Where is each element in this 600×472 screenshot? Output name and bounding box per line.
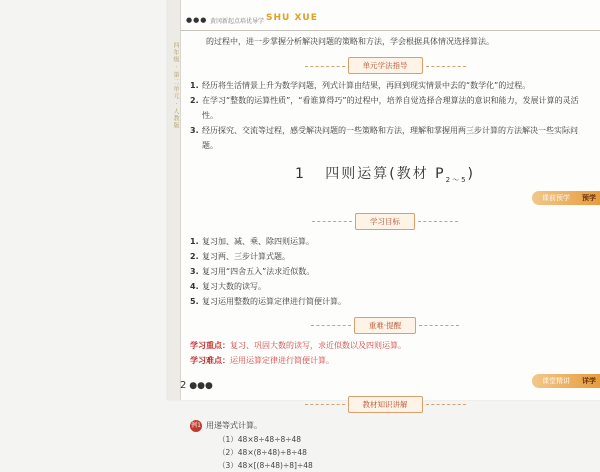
section-title: 1 四则运算(教材 $P_{2\sim 5}$) — [294, 166, 476, 184]
calc-line: （1）48×8÷48÷8÷48 — [218, 434, 302, 444]
tag-bar-prestudy — [190, 191, 596, 205]
list-item: 3. 经历探究、交流等过程，感受解决问题的一些策略和方法，理解和掌握用两三步计算的方法解决一些实际问题。 — [190, 126, 578, 150]
footer-dots: ●●● — [189, 381, 213, 391]
header-dots: ●●● — [186, 16, 208, 24]
unit-guide-list — [190, 78, 580, 153]
page-content — [190, 34, 596, 472]
calc-line: （2）48×(8÷48)÷8÷48 — [218, 447, 307, 457]
header-title: 黄冈新起点培优导学 — [210, 18, 265, 25]
page-footer — [180, 380, 213, 391]
goals-list — [190, 234, 580, 309]
example-badge: 例1 — [190, 420, 202, 432]
lecture-tag: 课堂精讲 详学 — [532, 374, 600, 388]
key-point: 学习重点：复习、巩固大数的读写，求近似数以及四则运算。 — [190, 340, 406, 350]
example-prompt: 例1 用递等式计算。 — [191, 420, 262, 430]
prestudy-tag: 课前预学 预学 — [532, 191, 600, 205]
banner-unit-guide — [190, 53, 580, 74]
banner-label: 教材知识讲解 — [348, 396, 423, 413]
banner-label: 重难·提醒 — [354, 317, 416, 334]
textbook-page — [168, 0, 600, 470]
intro-paragraph: 的过程中，进一步掌握分析解决问题的策略和方法，学会根据具体情况选择算法。 — [206, 37, 494, 46]
difficult-point: 学习难点：运用运算定律进行简便计算。 — [190, 355, 334, 365]
banner-goals — [190, 209, 580, 230]
page-number: 2 — [180, 380, 187, 391]
page-spine — [168, 0, 181, 400]
banner-label: 单元学法指导 — [348, 57, 423, 74]
list-item: 1. 经历将生活情景上升为数学问题，列式计算由结果，再回到现实情景中去的“数学化”的过程。 — [190, 81, 531, 90]
banner-knowledge — [190, 392, 580, 413]
list-item: 3. 复习用“四舍五入”法求近似数。 — [190, 266, 315, 276]
tag-bar-lecture — [190, 374, 596, 388]
banner-key-points — [190, 313, 580, 334]
banner-label: 学习目标 — [355, 213, 415, 230]
spine-label: 四年级 · 第二单元 · 人教版 — [172, 42, 179, 130]
list-item: 1. 复习加、减、乘、除四则运算。 — [190, 236, 314, 246]
page-header — [180, 10, 600, 31]
list-item: 5. 复习运用整数的运算定律进行简便计算。 — [190, 296, 346, 306]
list-item: 2. 复习两、三步计算式题。 — [190, 251, 290, 261]
calc-line: （3）48×[(8÷48)÷8]÷48 — [218, 460, 313, 470]
header-brand: SHU XUE — [266, 13, 318, 23]
list-item: 4. 复习大数的读写。 — [190, 281, 266, 291]
list-item: 2. 在学习“整数的运算性质”，“看谁算得巧”的过程中，培养自觉选择合理算法的意识和能力，发展计算的灵活性。 — [190, 96, 579, 120]
